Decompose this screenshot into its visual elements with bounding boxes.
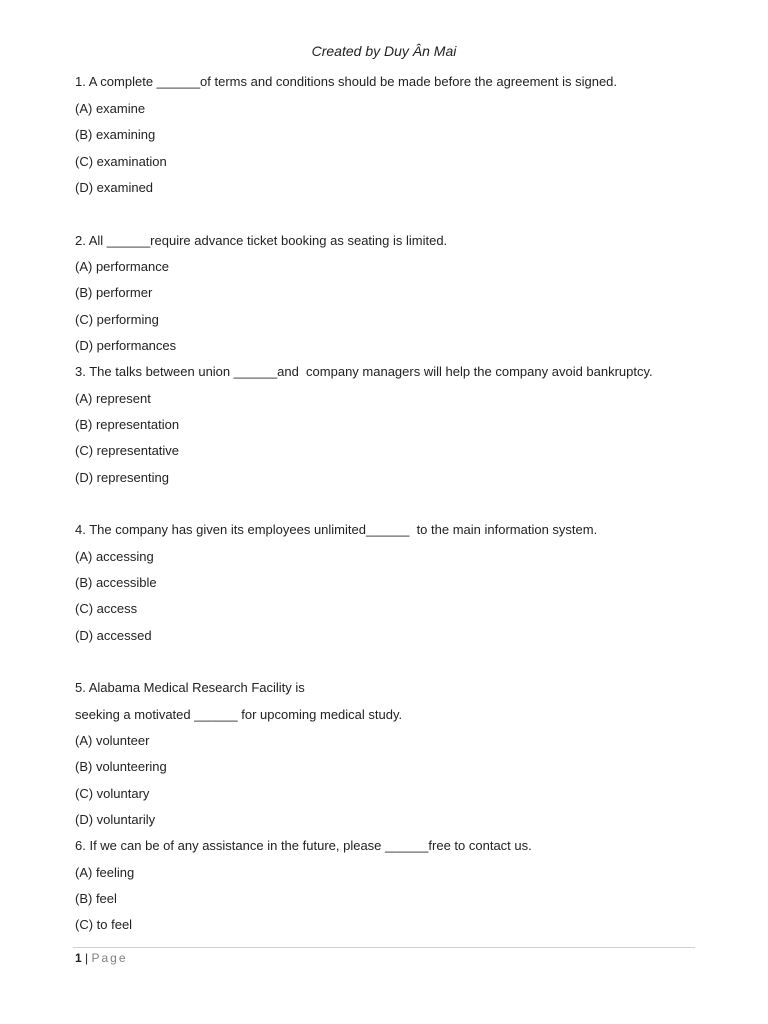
question-2-option-d: (D) performances [75,338,177,353]
question-4-option-a: (A) accessing [75,549,154,564]
question-1-option-a: (A) examine [75,101,146,116]
question-3-stem: 3. The talks between union ______and company managers will help the company avoid bankruptcy. [75,364,653,379]
question-5-option-d: (D) voluntarily [75,812,156,827]
page-title: Created by Duy Ân Mai [311,43,457,59]
question-2-option-c: (C) performing [75,312,159,327]
question-5-stem-continued: seeking a motivated ______ for upcoming medical study. [75,707,403,722]
question-3-option-b: (B) representation [75,417,180,432]
footer-divider [73,947,695,948]
question-5-option-b: (B) volunteering [75,759,167,774]
question-5-stem: 5. Alabama Medical Research Facility is [75,680,305,695]
question-1-option-b: (B) examining [75,127,156,142]
question-6-option-b: (B) feel [75,891,117,906]
page-number: 1 [75,951,82,965]
page-footer [75,950,128,966]
page-separator: | [81,951,92,965]
question-3-option-a: (A) represent [75,391,151,406]
question-3-option-d: (D) representing [75,470,169,485]
question-2-option-b: (B) performer [75,285,153,300]
question-6-stem: 6. If we can be of any assistance in the future, please ______free to contact us. [75,838,532,853]
question-1-option-c: (C) examination [75,154,167,169]
question-3-option-c: (C) representative [75,443,180,458]
question-1-option-d: (D) examined [75,180,154,195]
question-4-option-d: (D) accessed [75,628,152,643]
question-4-option-c: (C) access [75,601,138,616]
question-5-option-c: (C) voluntary [75,786,150,801]
question-2-stem: 2. All ______require advance ticket booking as seating is limited. [75,233,448,248]
question-2-option-a: (A) performance [75,259,169,274]
question-4-option-b: (B) accessible [75,575,157,590]
question-4-stem: 4. The company has given its employees unlimited______ to the main information system. [75,522,598,537]
question-1-stem: 1. A complete ______of terms and conditions should be made before the agreement is signed. [75,74,618,89]
question-6-option-c: (C) to feel [75,917,133,932]
question-5-option-a: (A) volunteer [75,733,150,748]
page-label: Page [91,951,128,965]
question-6-option-a: (A) feeling [75,865,135,880]
